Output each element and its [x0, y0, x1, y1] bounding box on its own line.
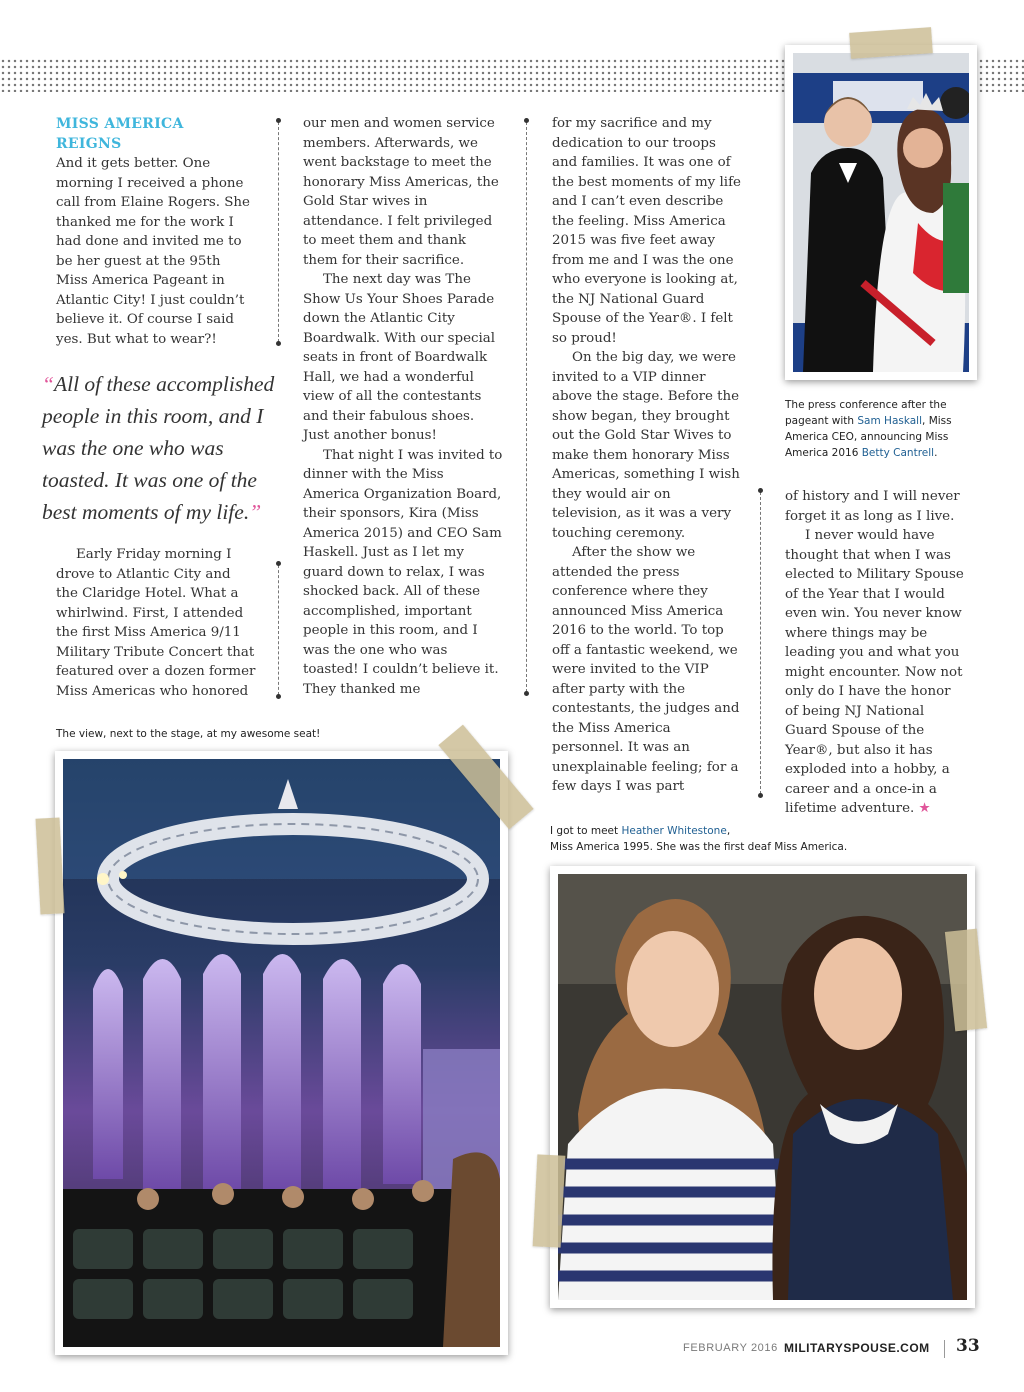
caption-heather-text-1: I got to meet [550, 825, 622, 837]
col4-paragraph-2 [785, 526, 965, 819]
heather-photo-illustration [558, 874, 967, 1300]
caption-press-text-3: . [934, 447, 938, 459]
stage-view-illustration [63, 759, 500, 1347]
tape-heather-left [533, 1154, 566, 1247]
press-conference-illustration [793, 53, 969, 372]
caption-heather-name: Heather Whitestone [621, 825, 727, 837]
column-4 [785, 487, 965, 819]
column-1-top [56, 114, 256, 349]
caption-press-name-haskell: Sam Haskall [857, 415, 923, 427]
footer-site: MILITARYSPOUSE.COM [784, 1341, 930, 1355]
col4-paragraph-1: of history and I will never forget it as long as I live. [785, 489, 960, 524]
photo-stage-view-image [63, 759, 500, 1347]
col4-paragraph-2-text: I never would have thought that when I was elected to Military Spouse of the Year that I would even win. You never know where things may be leading you and what you might encounter. Now not only do I have the honor of being NJ National Guard Spouse of the Year®, but also it has exploded into a hobby, a career and a once-in a lifetime adventure. [785, 528, 964, 816]
column-divider-3 [760, 492, 761, 794]
section-heading-line-1: MISS AMERICA [56, 116, 184, 132]
col2-paragraph-1: our men and women service members. Afterwards, we went backstage to meet the honorary Miss Americas, the Gold Star wives in attendance. I felt privileged to meet them and thank them for their sacrifice. [303, 116, 499, 268]
footer-date: FEBRUARY 2016 [683, 1342, 778, 1354]
quote-close-mark: ” [249, 500, 262, 524]
column-divider-1b [278, 565, 279, 695]
footer-divider [944, 1340, 945, 1358]
column-2 [303, 114, 503, 699]
caption-press-conference [785, 397, 965, 461]
section-heading-line-2: REIGNS [56, 136, 122, 152]
col2-paragraph-2: The next day was The Show Us Your Shoes Parade down the Atlantic City Boardwalk. With our special seats in front of Boardwalk Hall, we had a wonderful view of all the contestants and their fabulous shoes. Just another bonus! [303, 272, 496, 443]
section-heading [56, 114, 256, 154]
caption-heather-text-3: Miss America 1995. She was the first deaf Miss America. [550, 841, 848, 853]
page-footer [683, 1338, 983, 1360]
photo-with-heather-whitestone [550, 866, 975, 1308]
col1-paragraph-2: Early Friday morning I drove to Atlantic City and the Claridge Hotel. What a whirlwind. First, I attended the first Miss America 9/11 Military Tribute Concert that featured over a dozen former Miss Americas who honored [56, 547, 256, 699]
caption-heather-text-2: , [726, 825, 731, 837]
column-divider-1a [278, 122, 279, 342]
photo-stage-view [55, 751, 508, 1355]
col3-paragraph-2: On the big day, we were invited to a VIP dinner above the stage. Before the show began, they brought out the Gold Star Wives to make them honorary Miss Americas, something I wish they would air on television, as it was a very touching ceremony. [552, 350, 740, 541]
caption-press-text-1: The press conference after the pageant with [785, 399, 947, 427]
photo-press-conference-image [793, 53, 969, 372]
column-1-bottom [56, 545, 256, 701]
caption-press-name-cantrell: Betty Cantrell [861, 447, 935, 459]
column-divider-2 [526, 122, 527, 692]
photo-press-conference [785, 45, 977, 380]
caption-press-text-2: , Miss America CEO, announcing Miss America 2016 [785, 415, 952, 459]
caption-stage-view: The view, next to the stage, at my awesome seat! [56, 728, 321, 740]
col1-paragraph-1: And it gets better. One morning I received a phone call from Elaine Rogers. She thanked me for the work I had done and invited me to be her guest at the 95th Miss America Pageant in Atlantic City! I just couldn’t believe it. Of course I said yes. But what to wear?! [56, 156, 250, 347]
quote-open-mark: “ [42, 372, 54, 396]
end-star-icon: ★ [918, 801, 931, 816]
pull-quote [42, 368, 290, 528]
caption-heather [550, 823, 910, 855]
page-number: 33 [956, 1336, 980, 1356]
pull-quote-text: All of these accomplished people in this room, and I was the one who was toasted. It was one of the best moments of my life. [42, 372, 275, 524]
col3-paragraph-1: for my sacrifice and my dedication to our troops and families. It was one of the best moments of my life and I can’t even describe the feeling. Miss America 2015 was five feet away from me and I was the one who everyone is looking at, the NJ National Guard Spouse of the Year®. I felt so proud! [552, 116, 741, 346]
photo-heather-image [558, 874, 967, 1300]
col2-paragraph-3: That night I was invited to dinner with the Miss America Organization Board, their sponsors, Kira (Miss America 2015) and CEO Sam Haskell. Just as I let my guard down to relax, I was shocked back. All of these accomplished, important people in this room, and I was the one who was toasted! I couldn’t believe it. They thanked me [303, 447, 503, 697]
column-3 [552, 114, 742, 797]
tape-left [36, 817, 65, 914]
col3-paragraph-3: After the show we attended the press conference where they announced Miss America 2016 to the world. To top off a fantastic weekend, we were invited to the VIP after party with the contestants, the judges and the Miss America personnel. It was an unexplainable feeling; for a few days I was part [552, 545, 740, 794]
